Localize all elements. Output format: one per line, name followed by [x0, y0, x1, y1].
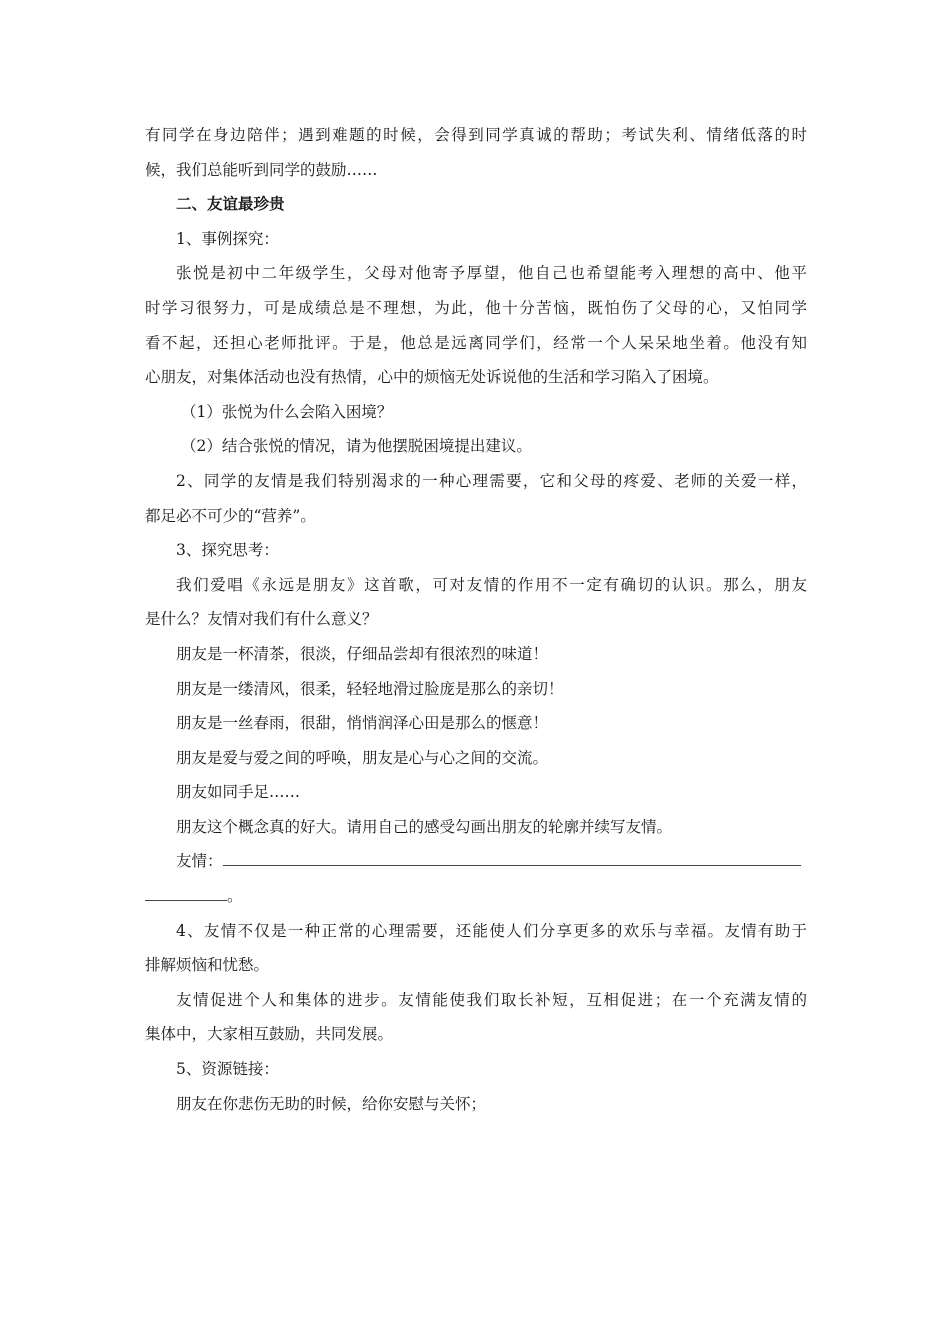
- document-page: [145, 118, 807, 1121]
- paragraph-line: 都足必不可少的“营养”。: [145, 506, 316, 525]
- fill-in-line-continued: [145, 879, 807, 914]
- paragraph-line: 心朋友，对集体活动也没有热情，心中的烦恼无处诉说他的生活和学习陷入了困境。: [145, 368, 719, 387]
- paragraph-line: 看不起，还担心老师批评。于是，他总是远离同学们，经常一个人呆呆地坐着。他没有知: [145, 333, 807, 352]
- subsection-label: 1、事例探究：: [176, 229, 279, 248]
- answer-blank[interactable]: [223, 847, 801, 866]
- fill-in-label: 友情：: [176, 852, 223, 871]
- section-heading: 二、友谊最珍贵: [176, 194, 285, 214]
- paragraph-line: 朋友在你悲伤无助的时候，给你安慰与关怀；: [176, 1094, 487, 1113]
- paragraph-line: 朋友这个概念真的好大。请用自己的感受勾画出朋友的轮廓并续写友情。: [176, 817, 673, 836]
- paragraph-line: 集体中，大家相互鼓励，共同发展。: [145, 1025, 394, 1044]
- fill-in-end-mark: 。: [227, 887, 243, 906]
- poem-line: 朋友如同手足……: [176, 783, 301, 802]
- paragraph-line: 我们爱唱《永远是朋友》这首歌，可对友情的作用不一定有确切的认识。那么，朋友: [176, 575, 807, 594]
- paragraph-line: 2、同学的友情是我们特别渴求的一种心理需要，它和父母的疼爱、老师的关爱一样，: [176, 471, 807, 490]
- poem-line: 朋友是一丝春雨，很甜，悄悄润泽心田是那么的惬意！: [176, 714, 549, 733]
- paragraph-line: 排解烦恼和忧愁。: [145, 956, 270, 975]
- paragraph-line: 有同学在身边陪伴；遇到难题的时候，会得到同学真诚的帮助；考试失利、情绪低落的时: [145, 126, 807, 144]
- paragraph-line: 候，我们总能听到同学的鼓励……: [145, 160, 378, 179]
- paragraph-line: 4、友情不仅是一种正常的心理需要，还能使人们分享更多的欢乐与幸福。友情有助于: [176, 921, 807, 940]
- subsection-label: 3、探究思考：: [176, 541, 279, 560]
- paragraph-line: 张悦是初中二年级学生，父母对他寄予厚望，他自己也希望能考入理想的高中、他平: [176, 264, 807, 283]
- paragraph-line: 友情促进个人和集体的进步。友情能使我们取长补短，互相促进；在一个充满友情的: [176, 990, 807, 1009]
- poem-line: 朋友是一杯清茶，很淡，仔细品尝却有很浓烈的味道！: [176, 644, 549, 663]
- question-item: （2）结合张悦的情况，请为他摆脱困境提出建议。: [181, 437, 532, 456]
- poem-line: 朋友是一缕清风，很柔，轻轻地滑过脸庞是那么的亲切！: [176, 679, 564, 698]
- subsection-label: 5、资源链接：: [176, 1060, 279, 1079]
- paragraph-line: 是什么？友情对我们有什么意义？: [145, 610, 378, 629]
- paragraph-line: 时学习很努力，可是成绩总是不理想，为此，他十分苦恼，既怕伤了父母的心，又怕同学: [145, 298, 807, 317]
- answer-blank-continued[interactable]: [145, 882, 227, 901]
- poem-line: 朋友是爱与爱之间的呼唤，朋友是心与心之间的交流。: [176, 748, 549, 767]
- question-item: （1）张悦为什么会陷入困境？: [181, 402, 393, 421]
- fill-in-line: [145, 844, 807, 879]
